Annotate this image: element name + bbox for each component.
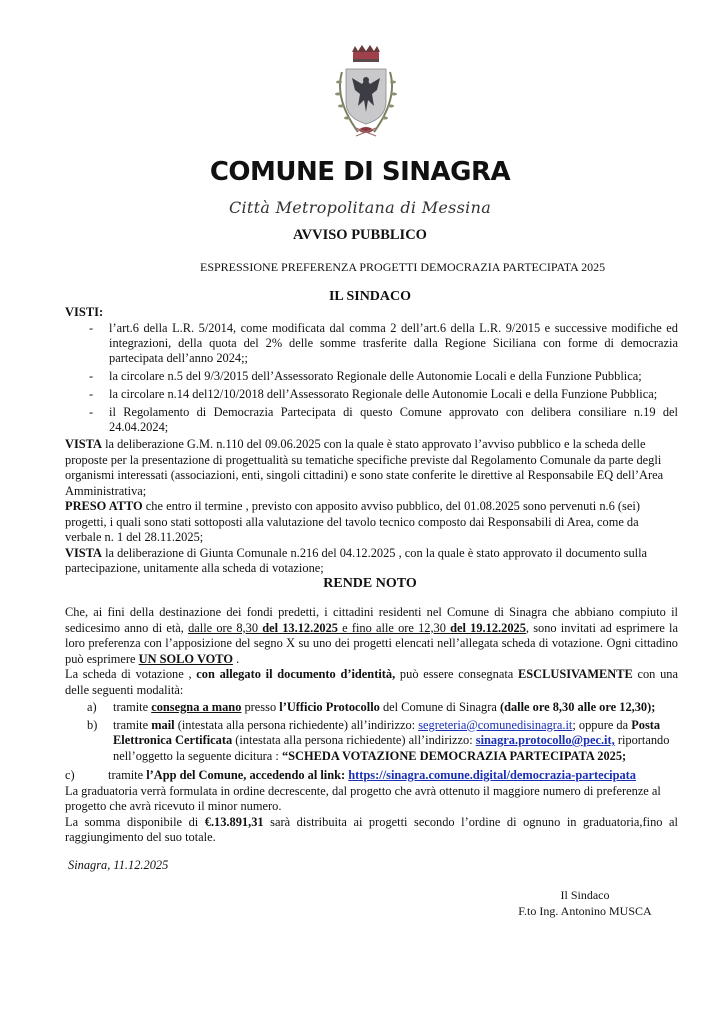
- premise-vista-giunta: VISTA la deliberazione di Giunta Comunale n.216 del 04.12.2025 , con la quale è stato approvato il documento sulla partecipazione, unitamente alla scheda di votazione;: [65, 545, 648, 575]
- visti-item: - l’art.6 della L.R. 5/2014, come modificata dal comma 2 dell’art.6 della L.R. 9/2015 e successive modifiche ed integrazioni, della quota del 2% delle somme trasferite dalla Regione Siciliana con forme di democrazia partecipata dell’anno 2024;;: [89, 321, 678, 365]
- metropolitan-city-subtitle: Città Metropolitana di Messina: [228, 198, 492, 217]
- premise-preso-atto: PRESO ATTO che entro il termine , previsto con apposito avviso pubblico, del 01.08.2025 sono pervenuti n.6 (sei) progetti, i quali sono stati sottoposti alla valutazione del tavolo tecnico composto dai Responsabili di Area, come da verbale n. 1 del 28.11.2025;: [65, 499, 640, 544]
- notice-subject: ESPRESSIONE PREFERENZA PROGETTI DEMOCRAZIA PARTECIPATA 2025: [200, 260, 606, 274]
- delivery-paragraph: La scheda di votazione , con allegato il documento d’identità, può essere consegnata ESCLUSIVAMENTE con una delle seguenti modalità:: [65, 667, 678, 697]
- one-vote-emphasis: UN SOLO VOTO: [138, 651, 233, 666]
- premise-vista-gm: VISTA la deliberazione G.M. n.110 del 09.06.2025 con la quale è stato approvato l’avviso pubblico e la scheda delle proposte per la presentazione di progettualità su tematiche specifiche previste dal Regolamento Comunale da parte degli organismi interessati (associazioni, enti, singoli cittadini) e sono state conferite le direttive al Responsabile EQ dell’Area Amministrativa;: [65, 437, 664, 498]
- visti-item: - la circolare n.14 del12/10/2018 dell’Assessorato Regionale delle Autonomie Locali e della Funzione Pubblica;: [89, 387, 658, 401]
- visti-item: - il Regolamento di Democrazia Partecipata di questo Comune approvato con delibera consiliare n.19 del 24.04.2024;: [89, 405, 678, 434]
- rende-noto-heading: RENDE NOTO: [323, 576, 417, 591]
- notice-type: AVVISO PUBBLICO: [293, 227, 427, 243]
- ribbon-icon: [356, 127, 376, 136]
- email-link[interactable]: segreteria@comunedisinagra.it: [418, 717, 573, 732]
- signature-block: [500, 887, 670, 919]
- option-c: c) tramite l’App del Comune, accedendo al link: https://sinagra.comune.digital/democrazia-partecipata: [65, 768, 636, 782]
- app-link[interactable]: https://sinagra.comune.digital/democrazia-partecipata: [348, 768, 636, 782]
- visti-label: VISTI:: [65, 305, 104, 319]
- crown-icon: [352, 45, 380, 62]
- pec-link[interactable]: sinagra.protocollo@pec.it,: [475, 733, 615, 747]
- signer-role: Il Sindaco: [560, 888, 610, 902]
- municipal-crest: [328, 44, 404, 144]
- place-date: Sinagra, 11.12.2025: [68, 858, 169, 872]
- voting-period-paragraph: Che, ai fini della destinazione dei fondi predetti, i cittadini residenti nel Comune di Sinagra che abbiano compiuto il sedicesimo anno di età, dalle ore 8,30 del 13.12.2025 e fino alle ore 12,30 del 19.12.2025, sono invitati ad esprimere la loro preferenza con l’apposizione del segno X su uno dei progetti elencati nell’allegata scheda di votazione. Ogni cittadino può esprimere UN SOLO VOTO .: [65, 605, 678, 666]
- municipality-title: COMUNE DI SINAGRA: [209, 157, 511, 187]
- signer-name: F.to Ing. Antonino MUSCA: [518, 904, 652, 918]
- rende-noto-body: [65, 605, 678, 846]
- visti-list: [65, 321, 678, 438]
- visti-item: - la circolare n.5 del 9/3/2015 dell’Assessorato Regionale delle Autonomie Locali e della Funzione Pubblica;: [89, 369, 642, 383]
- premises: [65, 437, 678, 577]
- available-amount: €.13.891,31: [204, 814, 264, 829]
- option-b: b) tramite mail (intestata alla persona richiedente) all’indirizzo: segreteria@comunedisinagra.it; oppure da Posta Elettronica Certificata (intestata alla persona richiedente) all’indirizzo: sinagra.protocollo@pec.it, riportando nell’oggetto la seguente dicitura : “SCHEDA VOTAZIONE DEMOCRAZIA PARTECIPATA 2025;: [87, 717, 670, 763]
- ranking-paragraph: La graduatoria verrà formulata in ordine decrescente, dal progetto che avrà ottenuto il maggiore numero di preferenze al progetto che avrà ricevuto il minor numero.: [65, 783, 661, 813]
- option-a: a) tramite consegna a mano presso l’Ufficio Protocollo del Comune di Sinagra (dalle ore 8,30 alle ore 12,30);: [87, 700, 656, 714]
- amount-paragraph: La somma disponibile di €.13.891,31 sarà distribuita ai progetti secondo l’ordine di ognuno in graduatoria,fino al raggiungimento del suo totale.: [65, 814, 678, 844]
- mayor-heading: IL SINDACO: [328, 289, 412, 304]
